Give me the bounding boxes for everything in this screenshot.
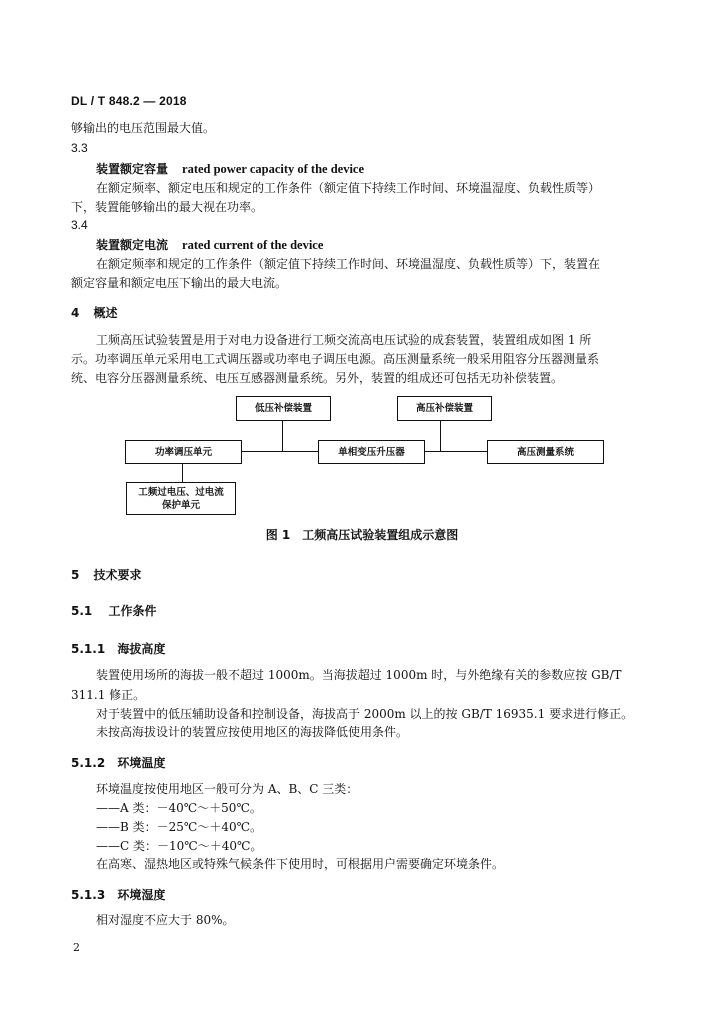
- body-line: 环境温度按使用地区一般可分为 A、B、C 三类：: [96, 782, 359, 796]
- section-number: 5.1: [71, 604, 93, 618]
- body-line: 示。功率调压单元采用电工式调压器或功率电子调压电源。高压测量系统一般采用阻容分压器测量系: [71, 352, 600, 366]
- section-3-3-number: 3.3: [71, 141, 88, 155]
- body-line: 相对湿度不应大于 80%。: [96, 913, 235, 927]
- term-en: rated current of the device: [182, 238, 324, 252]
- section-3-3-term: [96, 160, 364, 177]
- section-title: 工作条件: [108, 604, 157, 618]
- standard-header: DL / T 848.2 — 2018: [71, 94, 187, 108]
- definition-line: 在额定频率和规定的工作条件（额定值下持续工作时间、环境温湿度、负载性质等）下，装置在: [96, 257, 601, 271]
- figure-caption: 图 1 工频高压试验装置组成示意图: [265, 528, 459, 542]
- connector-high-comp: [440, 419, 441, 452]
- protection-label-line2: 保护单元: [161, 499, 200, 511]
- definition-line: 下，装置能够输出的最大视在功率。: [71, 200, 264, 214]
- section-number: 4: [71, 306, 80, 320]
- section-number: 5.1.2: [71, 756, 106, 770]
- section-title: 概述: [93, 306, 118, 320]
- section-number: 5.1.3: [71, 888, 106, 902]
- section-title: 环境湿度: [117, 888, 166, 902]
- body-line: 未按高海拔设计的装置应按使用地区的海拔降低使用条件。: [96, 725, 409, 739]
- body-line: 统、电容分压器测量系统、电压互感器测量系统。另外，装置的组成还可包括无功补偿装置。: [71, 371, 564, 385]
- hv-measurement-system-box: 高压测量系统: [487, 440, 604, 464]
- body-line: 工频高压试验装置是用于对电力设备进行工频交流高电压试验的成套装置，装置组成如图 1 所: [96, 333, 592, 347]
- section-5-1-heading: [71, 602, 156, 619]
- section-5-heading: [71, 566, 142, 583]
- definition-line: 额定容量和额定电压下输出的最大电流。: [71, 276, 288, 290]
- section-title: 海拔高度: [117, 642, 166, 656]
- term-cn: 装置额定电流: [96, 238, 169, 252]
- protection-label-line1: 工频过电压、过电流: [138, 486, 224, 498]
- body-line: 在高寒、湿热地区或特殊气候条件下使用时，可根据用户需要确定环境条件。: [96, 857, 505, 871]
- transformer-box: 单相变压升压器: [318, 440, 425, 464]
- section-5-1-1-heading: [71, 640, 165, 657]
- low-voltage-compensation-box: 低压补偿装置: [236, 396, 331, 421]
- paragraph-tail: 够输出的电压范围最大值。: [71, 121, 216, 135]
- term-en: rated power capacity of the device: [182, 162, 365, 176]
- section-5-1-3-heading: [71, 886, 165, 903]
- section-4-heading: [71, 304, 118, 321]
- section-5-1-2-heading: [71, 754, 165, 771]
- body-line: 装置使用场所的海拔一般不超过 1000m。当海拔超过 1000m 时，与外绝缘有关的参数应按 GB/T: [96, 668, 622, 682]
- page-number: 2: [73, 941, 80, 954]
- section-3-4-number: 3.4: [71, 218, 88, 232]
- term-cn: 装置额定容量: [96, 162, 169, 176]
- section-title: 环境温度: [117, 756, 166, 770]
- connector-low-comp: [282, 419, 283, 452]
- list-item: ——A 类：－40℃～＋50℃。: [96, 801, 262, 815]
- section-title: 技术要求: [93, 568, 142, 582]
- protection-unit-box: [126, 482, 236, 515]
- connector-protection: [182, 462, 183, 482]
- power-regulation-unit-box: 功率调压单元: [125, 440, 242, 464]
- body-line: 311.1 修正。: [71, 688, 146, 702]
- body-line: 对于装置中的低压辅助设备和控制设备，海拔高于 2000m 以上的按 GB/T 16935.1 要求进行修正。: [96, 707, 634, 721]
- section-3-4-term: [96, 236, 323, 253]
- list-item: ——C 类：－10℃～＋40℃。: [96, 839, 263, 853]
- high-voltage-compensation-box: 高压补偿装置: [397, 396, 492, 421]
- section-number: 5.1.1: [71, 642, 106, 656]
- definition-line: 在额定频率、额定电压和规定的工作条件（额定值下持续工作时间、环境温湿度、负载性质等）: [96, 181, 601, 195]
- list-item: ——B 类：－25℃～＋40℃。: [96, 820, 263, 834]
- section-number: 5: [71, 568, 80, 582]
